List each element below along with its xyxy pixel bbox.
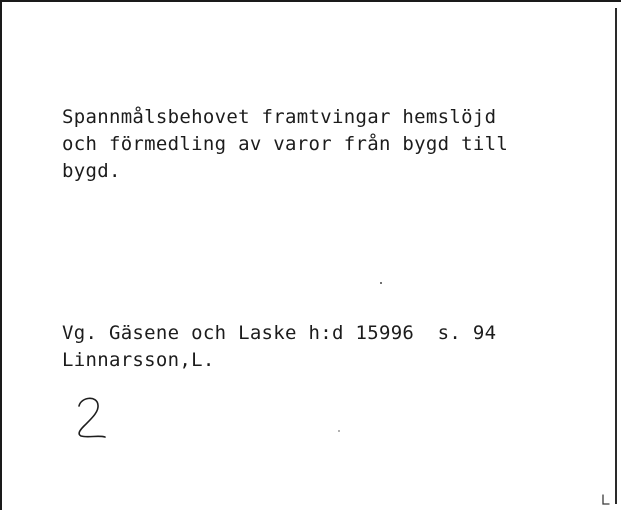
subject-line: och förmedling av varor från bygd till [62,133,509,155]
subject-text [62,104,508,185]
subject-line: Spannmålsbehovet framtvingar hemslöjd [62,106,497,128]
subject-line: bygd. [62,160,121,182]
source-line: Vg. Gäsene och Laske h:d 15996 s. 94 [62,322,497,344]
source-reference [62,320,496,374]
author-line: Linnarsson,L. [62,349,215,371]
card-right-edge [615,8,617,504]
card-left-edge [0,0,2,510]
handwritten-number [72,394,112,442]
card-top-edge [0,0,621,2]
corner-mark [601,494,611,506]
paper-speck [338,430,340,432]
paper-speck [380,282,382,284]
